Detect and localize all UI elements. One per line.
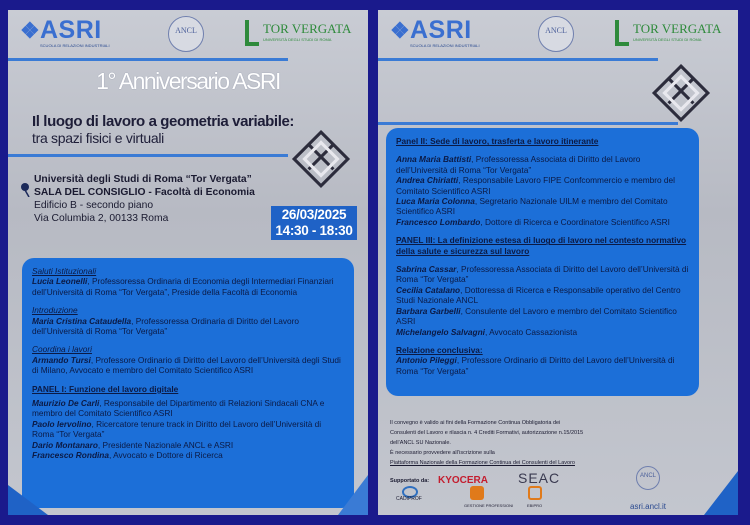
speaker-entry — [396, 196, 689, 217]
asri-logo — [20, 16, 130, 50]
speaker-name: Maria Cristina Cataudella — [32, 315, 132, 326]
speaker-name: Michelangelo Salvagni — [396, 326, 485, 337]
section-divider — [378, 122, 678, 125]
speaker-entry — [396, 175, 689, 196]
speaker-role: , Professoressa Ordinaria di Diritto del Lavoro dell’Università di Roma “Tor Vergata” — [32, 315, 299, 337]
tor-vergata-subtitle: UNIVERSITÀ DEGLI STUDI DI ROMA — [263, 37, 332, 42]
speaker-entry — [32, 419, 344, 440]
asri-subtitle: SCUOLA DI RELAZIONI INDUSTRIALI — [40, 43, 110, 48]
section-heading-saluti: Saluti Istituzionali — [32, 266, 97, 276]
header-divider — [378, 58, 658, 61]
venue-university: Università degli Studi di Roma “Tor Vergata” — [34, 174, 252, 185]
speaker-role: , Dottoressa di Ricerca e Responsabile operativo del Centro Studi Nazionale ANCL — [396, 284, 681, 306]
corner-decoration — [338, 475, 368, 515]
sponsors-block — [390, 470, 730, 514]
speaker-role: , Professoressa Associata di Diritto del Lavoro dell’Università di Roma “Tor Vergata” — [396, 264, 689, 285]
ancl-small-logo — [636, 466, 660, 490]
speaker-entry — [396, 154, 689, 175]
speaker-name: Francesco Lombardo — [396, 216, 481, 227]
speaker-role: , Responsabile Lavoro FIPE Confcommercio e membro del Comitato Scientifico ASRI — [396, 175, 675, 196]
tor-vergata-wordmark: TOR VERGATA — [263, 21, 352, 36]
platform-link[interactable]: Piattaforma Nazionale della Formazione Continua dei Consulenti del Lavoro — [390, 460, 575, 466]
speaker-role: , Avvocato e Dottore di Ricerca — [109, 450, 223, 461]
ancl-wordmark: ANCL — [545, 26, 567, 35]
speaker-entry — [32, 398, 344, 419]
speaker-entry — [32, 276, 344, 297]
event-time: 14:30 - 18:30 — [275, 223, 353, 238]
section-heading-intro: Introduzione — [32, 305, 78, 316]
speaker-role: , Professoressa Ordinaria di Economia degli Intermediari Finanziari dell’Università di Roma “Tor Vergata”, Preside della Facoltà di Economia — [32, 276, 334, 297]
section-heading-coordina: Coordina i lavori — [32, 344, 92, 355]
speaker-name: Cecilia Catalano — [396, 284, 461, 295]
asri-wordmark: ASRI — [40, 16, 102, 44]
website-link[interactable]: asri.ancl.it — [630, 502, 667, 511]
asri-diamond-icon: ❖ — [20, 18, 40, 43]
speaker-name: Francesco Rondina — [32, 450, 109, 461]
flyer-back — [378, 10, 738, 515]
tor-vergata-logo — [245, 20, 363, 46]
speaker-role: , Avvocato Cassazionista — [485, 326, 578, 337]
seac-logo: SEAC — [518, 470, 561, 486]
speaker-name: Dario Montanaro — [32, 439, 98, 450]
supported-by-label: Supportato da: — [390, 478, 430, 484]
speaker-entry — [396, 285, 689, 306]
speaker-entry — [32, 440, 344, 450]
speaker-role: , Professoressa Associata di Diritto del Lavoro dell’Università di Roma “Tor Vergata” — [396, 154, 641, 175]
speaker-entry — [396, 264, 689, 285]
cadiprof-logo: CADIPROF — [396, 496, 422, 502]
speaker-role: , Segretario Nazionale UILM e membro del Comitato Scientifico ASRI — [396, 196, 668, 217]
ancl-logo — [538, 16, 574, 52]
speaker-role: , Dottore di Ricerca e Coordinatore Scientifico ASRI — [480, 216, 670, 227]
speaker-name: Armando Tursi — [32, 354, 91, 365]
knot-emblem-icon — [290, 128, 352, 190]
speaker-entry — [32, 450, 344, 460]
speaker-entry — [396, 306, 689, 327]
speaker-role: , Ricercatore tenure track in Diritto del Lavoro dell’Università di Roma “Tor Vergata” — [32, 418, 322, 440]
header-divider — [8, 58, 288, 61]
venue-block — [34, 173, 255, 225]
event-date: 26/03/2025 — [281, 207, 347, 222]
ebipro-logo: EBIPRO — [527, 503, 543, 508]
ancl-wordmark: ANCL — [175, 26, 197, 35]
asri-diamond-icon: ❖ — [390, 18, 410, 43]
gestione-professioni-logo: GESTIONE PROFESSIONI — [464, 503, 514, 508]
corner-decoration — [704, 471, 738, 515]
venue-building: Edificio B - secondo piano — [34, 200, 154, 211]
knot-emblem-icon — [650, 62, 712, 124]
tor-vergata-mark-icon — [615, 20, 629, 46]
anniversary-heading: 1° Anniversario ASRI — [96, 68, 280, 94]
program-panel-back — [386, 128, 699, 396]
kyocera-logo: KYOCERA — [438, 475, 489, 486]
panel-heading-2: Panel II: Sede di lavoro, trasferta e lavoro itinerante — [396, 136, 599, 146]
map-pin-icon — [20, 183, 30, 197]
tor-vergata-subtitle: UNIVERSITÀ DEGLI STUDI DI ROMA — [633, 37, 702, 42]
speaker-entry — [396, 217, 689, 227]
asri-wordmark: ASRI — [410, 16, 472, 44]
tor-vergata-wordmark: TOR VERGATA — [633, 21, 722, 36]
panel-heading-1: PANEL I: Funzione del lavoro digitale — [32, 383, 179, 394]
event-title: Il luogo di lavoro a geometria variabile: — [32, 113, 295, 130]
speaker-role: , Professore Ordinario di Diritto del Lavoro dell’Università degli Studi di Milano, Avvocato e membro del Comitato Scientifico ASRI — [32, 354, 341, 376]
note-line: È necessario provvedere all’iscrizione sulla — [390, 450, 495, 456]
asri-subtitle: SCUOLA DI RELAZIONI INDUSTRIALI — [410, 43, 480, 48]
speaker-name: Paolo Iervolino — [32, 418, 92, 429]
speaker-name: Antonio Pileggi — [396, 355, 457, 366]
speaker-role: , Professore Ordinario di Diritto del Lavoro dell’Università di Roma “Tor Vergata” — [396, 355, 675, 376]
title-divider — [8, 154, 288, 157]
venue-address: Via Columbia 2, 00133 Roma — [34, 213, 169, 224]
program-panel-front — [22, 258, 354, 508]
speaker-role: , Presidente Nazionale ANCL e ASRI — [97, 439, 234, 450]
corner-decoration — [8, 485, 48, 515]
speaker-name: Barbara Garbelli — [396, 305, 461, 316]
venue-room: SALA DEL CONSIGLIO - Facoltà di Economia — [34, 187, 255, 198]
concluding-heading: Relazione conclusiva: — [396, 344, 483, 355]
speaker-name: Andrea Chiriatti — [396, 175, 459, 186]
note-line: Il convegno è valido ai fini della Formazione Continua Obbligatoria dei — [390, 420, 561, 426]
speaker-name: Lucia Leonelli — [32, 276, 88, 287]
flyer-front — [8, 10, 368, 515]
speaker-role: , Responsabile del Dipartimento di Relazioni Sindacali CNA e membro del Comitato Scientifico ASRI — [32, 398, 325, 419]
speaker-name: Anna Maria Battisti — [396, 154, 472, 165]
speaker-name: Maurizio De Carli — [32, 398, 100, 409]
speaker-entry — [32, 355, 344, 376]
asri-logo — [390, 16, 500, 50]
date-time-box — [271, 206, 357, 240]
panel-heading-3: PANEL III: La definizione estesa di luogo di lavoro nel contesto normativo della salute e sicurezza sul lavoro — [396, 235, 687, 256]
ebipro-icon — [528, 486, 542, 500]
accreditation-note — [390, 418, 680, 468]
event-subtitle: tra spazi fisici e virtuali — [32, 130, 164, 146]
speaker-entry — [396, 355, 689, 376]
speaker-entry — [32, 316, 344, 337]
speaker-role: , Consulente del Lavoro e membro del Comitato Scientifico ASRI — [396, 305, 677, 327]
note-line: dell’ANCL SU Nazionale. — [390, 440, 451, 446]
speaker-entry — [396, 327, 689, 337]
gestione-professioni-icon — [470, 486, 484, 500]
note-line: Consulenti del Lavoro e rilascia n. 4 Crediti Formativi, autorizzazione n.15/2015 — [390, 430, 584, 436]
tor-vergata-logo — [615, 20, 733, 46]
speaker-name: Sabrina Cassar — [396, 264, 457, 275]
speaker-name: Luca Maria Colonna — [396, 196, 475, 207]
ancl-logo — [168, 16, 204, 52]
ancl-small-wordmark: ANCL — [639, 473, 656, 479]
tor-vergata-mark-icon — [245, 20, 259, 46]
